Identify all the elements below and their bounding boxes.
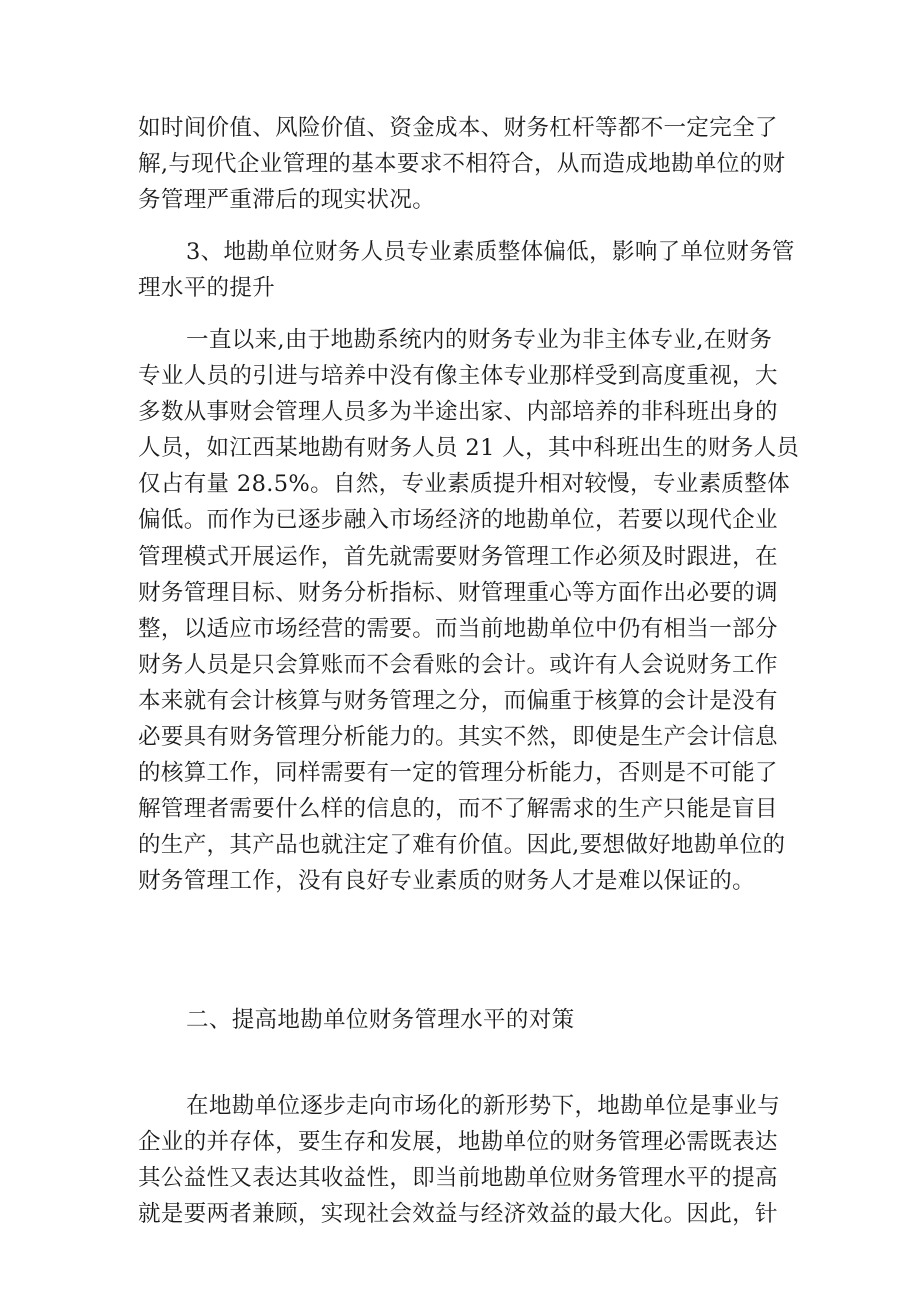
text-line: 财务管理目标、财务分析指标、财管理重心等方面作出必要的调 xyxy=(138,579,778,606)
section-heading xyxy=(138,1002,798,1038)
text-line: 专业人员的引进与培养中没有像主体专业那样受到高度重视，大 xyxy=(138,363,778,390)
text-line: 多数从事财会管理人员多为半途出家、内部培养的非科班出身的 xyxy=(138,399,778,426)
text-line: 二、提高地勘单位财务管理水平的对策 xyxy=(186,1007,575,1033)
section-subheading xyxy=(138,234,798,306)
text-line: 财务管理工作，没有良好专业素质的财务人才是难以保证的。 xyxy=(138,868,755,895)
text-line: 管理模式开展运作，首先就需要财务管理工作必须及时跟进，在 xyxy=(138,543,778,570)
text-line: 企业的并存体，要生存和发展，地勘单位的财务管理必需既表达 xyxy=(138,1129,778,1156)
paragraph xyxy=(138,110,798,218)
text-line: 仅占有量 28.5%。自然，专业素质提升相对较慢，专业素质整体 xyxy=(138,471,790,498)
text-line: 3、地勘单位财务人员专业素质整体偏低，影响了单位财务管 xyxy=(186,239,795,265)
text-line: 理水平的提升 xyxy=(138,275,276,302)
text-line: 务管理严重滞后的现实状况。 xyxy=(138,187,436,214)
text-line: 解管理者需要什么样的信息的，而不了解需求的生产只能是盲目 xyxy=(138,796,778,823)
text-line: 必要具有财务管理分析能力的。其实不然，即使是生产会计信息 xyxy=(138,724,778,751)
text-line: 如时间价值、风险价值、资金成本、财务杠杆等都不一定完全了 xyxy=(138,115,778,141)
text-line: 其公益性又表达其收益性，即当前地勘单位财务管理水平的提高 xyxy=(138,1165,778,1192)
text-line: 解,与现代企业管理的基本要求不相符合，从而造成地勘单位的财 xyxy=(138,151,786,178)
text-line: 在地勘单位逐步走向市场化的新形势下，地勘单位是事业与 xyxy=(186,1093,781,1119)
text-line: 整，以适应市场经营的需要。而当前地勘单位中仍有相当一部分 xyxy=(138,615,778,642)
paragraph xyxy=(138,322,798,900)
text-line: 的核算工作，同样需要有一定的管理分析能力，否则是不可能了 xyxy=(138,760,778,787)
text-line: 就是要两者兼顾，实现社会效益与经济效益的最大化。因此，针 xyxy=(138,1201,778,1228)
text-line: 人员，如江西某地勘有财务人员 21 人，其中科班出生的财务人员 xyxy=(138,435,800,462)
text-line: 一直以来,由于地勘系统内的财务专业为非主体专业,在财务 xyxy=(186,327,773,353)
text-line: 偏低。而作为已逐步融入市场经济的地勘单位，若要以现代企业 xyxy=(138,507,778,534)
text-line: 的生产，其产品也就注定了难有价值。因此,要想做好地勘单位的 xyxy=(138,832,786,859)
paragraph xyxy=(138,1088,798,1232)
text-line: 本来就有会计核算与财务管理之分，而偏重于核算的会计是没有 xyxy=(138,687,778,714)
text-line: 财务人员是只会算账而不会看账的会计。或许有人会说财务工作 xyxy=(138,651,778,678)
